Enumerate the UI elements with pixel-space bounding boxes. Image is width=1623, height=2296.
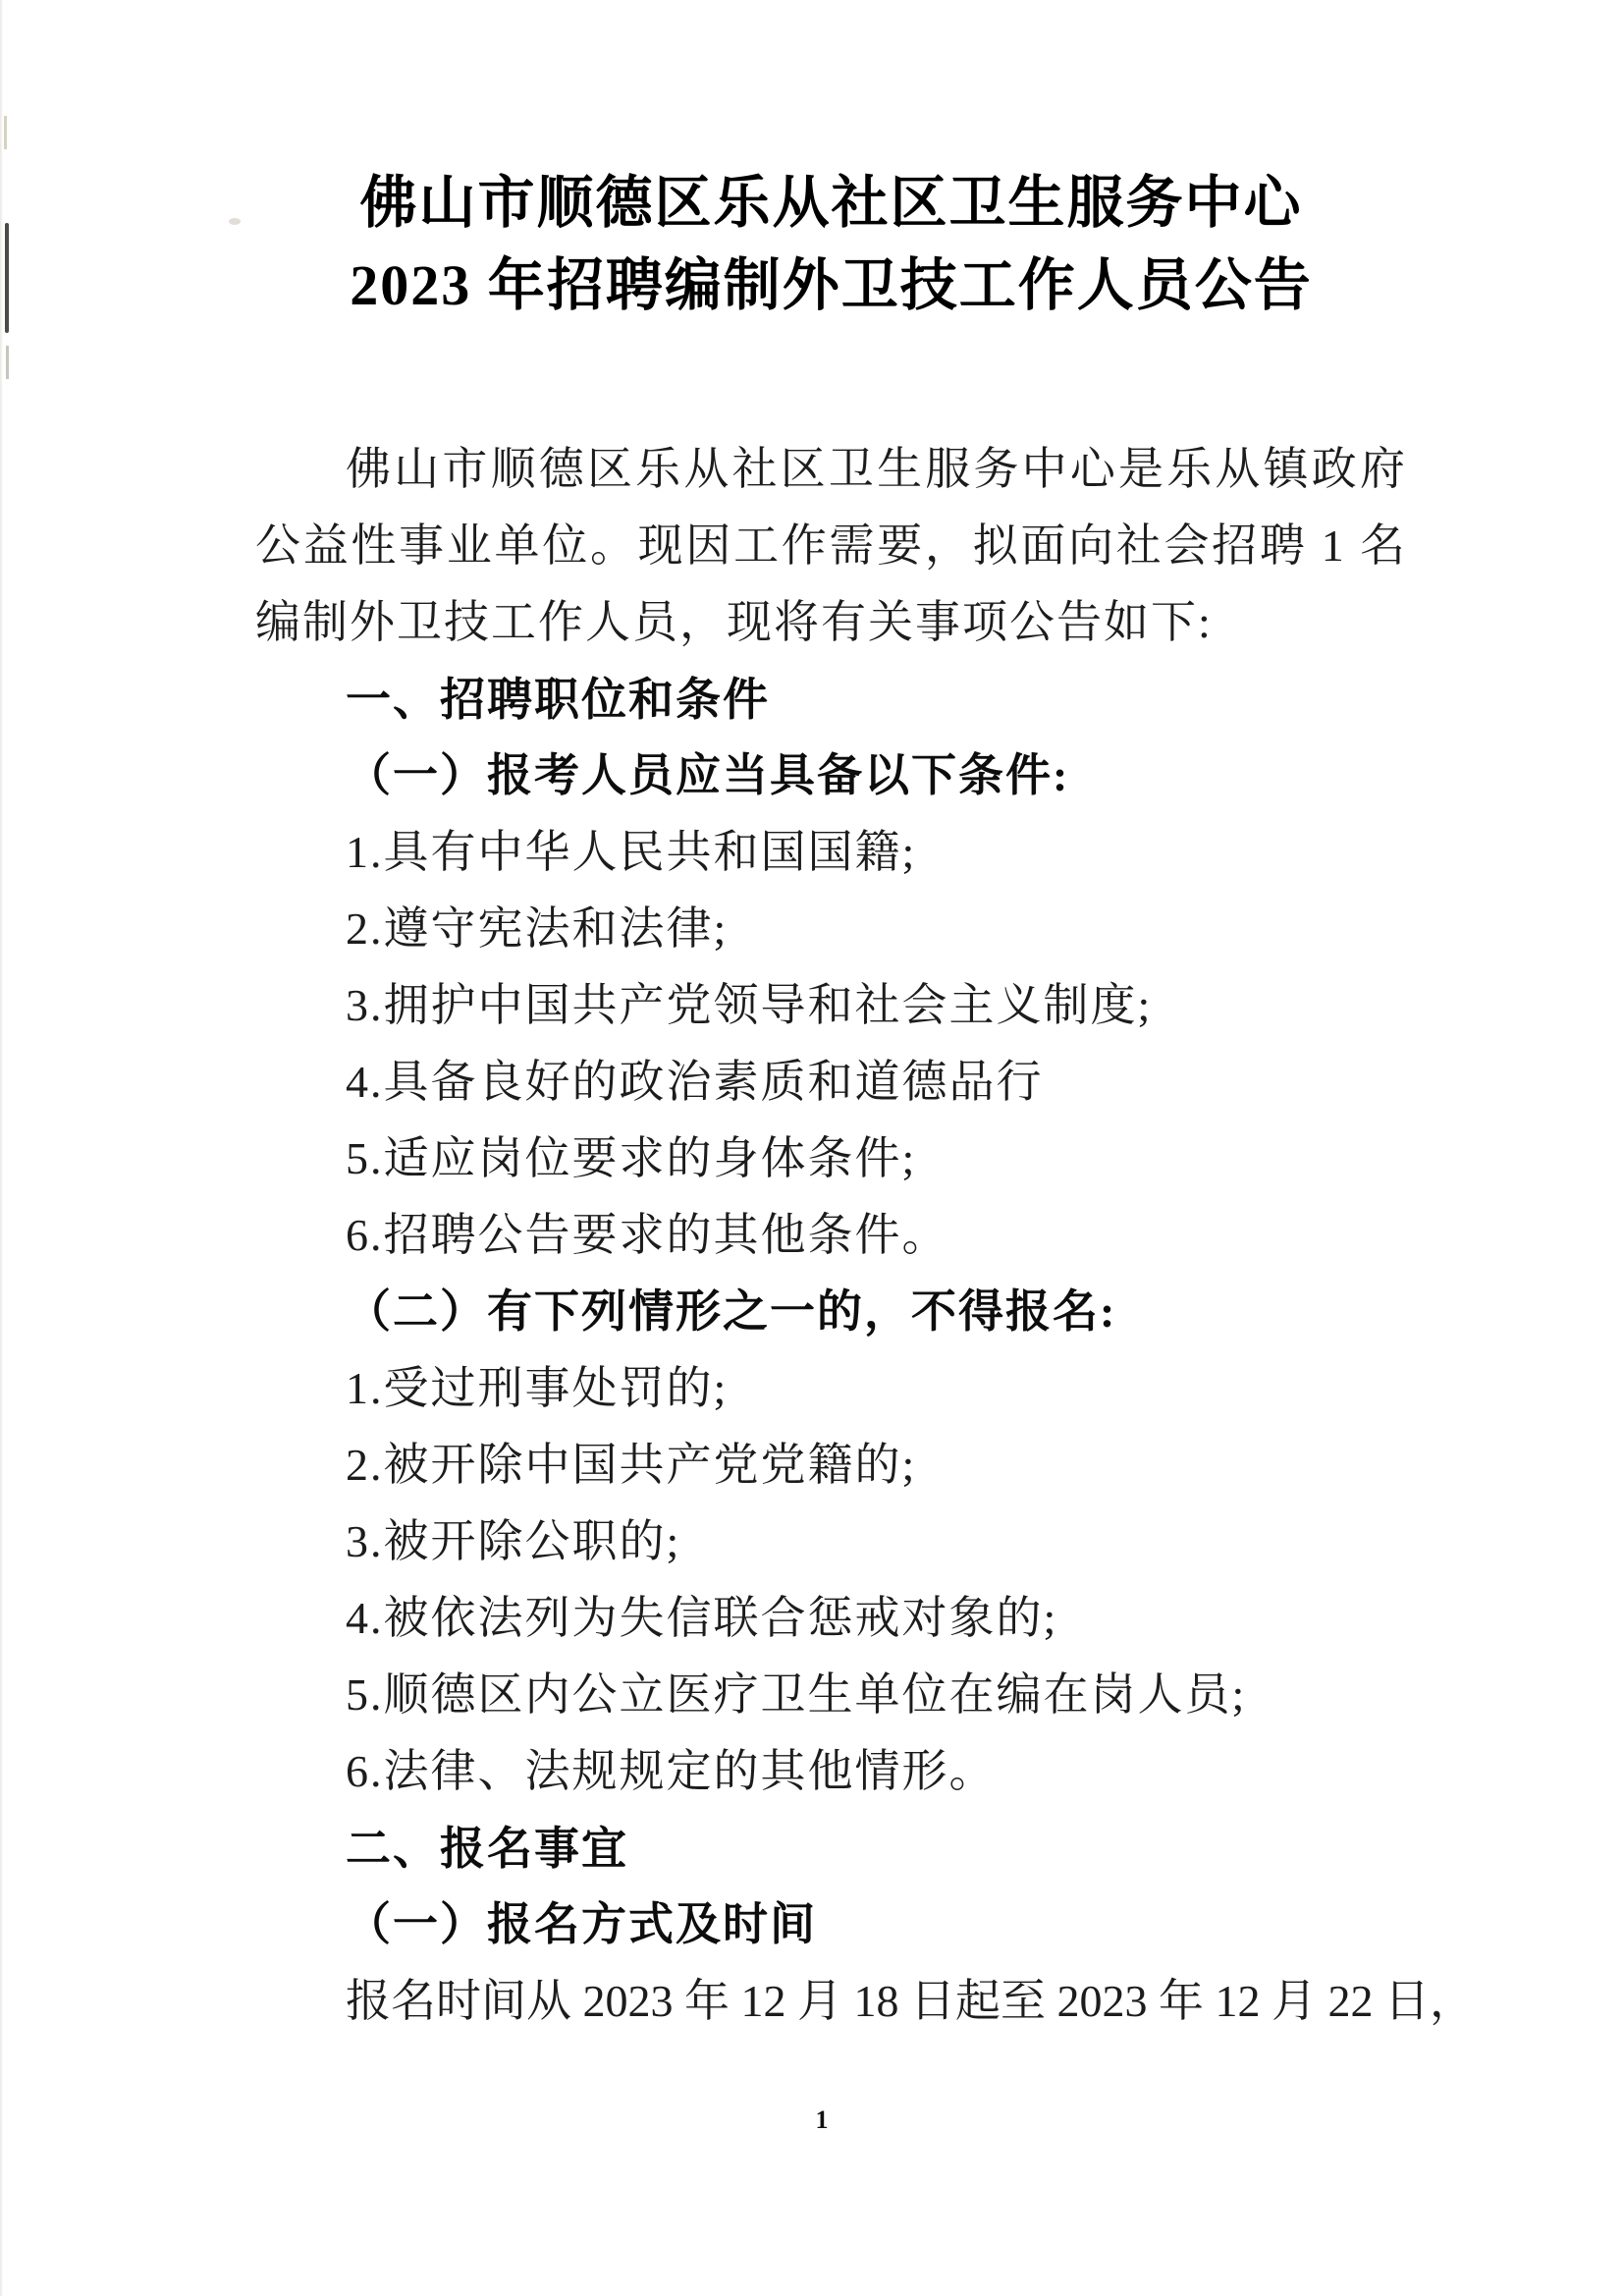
page-number: 1 (815, 2105, 829, 2134)
intro-paragraph: 佛山市顺德区乐从社区卫生服务中心是乐从镇政府公益性事业单位。现因工作需要，拟面向社会招聘 1 名编制外卫技工作人员，现将有关事项公告如下: (255, 444, 1407, 647)
exclusion-item-6: 6.法律、法规规定的其他情形。 (346, 1746, 997, 1796)
qualification-item-4: 4.具备良好的政治素质和道德品行 (346, 1057, 1044, 1107)
qualification-item-5: 5.适应岗位要求的身体条件; (346, 1133, 917, 1183)
document-title (255, 0, 1407, 327)
closing-paragraph: 报名时间从 2023 年 12 月 18 日起至 2023 年 12 月 22 日， (346, 1976, 1475, 2026)
scan-smudge-dot (229, 218, 241, 225)
qualification-item-1: 1.具有中华人民共和国国籍; (346, 827, 917, 877)
subsection-heading-1-1: （一）报考人员应当具备以下条件: (346, 750, 1070, 800)
section-heading-2: 二、报名事宜 (346, 1823, 628, 1874)
scan-artifact-dark-streak (5, 223, 9, 333)
section-heading-1: 一、招聘职位和条件 (346, 674, 770, 725)
exclusion-item-4: 4.被依法列为失信联合惩戒对象的; (346, 1593, 1058, 1643)
document-content (255, 0, 1475, 2040)
exclusion-item-5: 5.顺德区内公立医疗卫生单位在编在岗人员; (346, 1669, 1247, 1720)
qualification-item-3: 3.拥护中国共产党领导和社会主义制度; (346, 980, 1153, 1030)
qualification-item-2: 2.遵守宪法和法律; (346, 903, 729, 954)
scan-artifact-light-streak (4, 116, 7, 149)
exclusion-item-3: 3.被开除公职的; (346, 1516, 681, 1566)
scan-artifact-faint-streak (6, 346, 9, 379)
exclusion-item-1: 1.受过刑事处罚的; (346, 1363, 729, 1413)
title-line-2: 2023 年招聘编制外卫技工作人员公告 (350, 253, 1313, 317)
qualification-item-6: 6.招聘公告要求的其他条件。 (346, 1210, 949, 1260)
subsection-heading-2-1: （一）报名方式及时间 (346, 1899, 817, 1949)
exclusion-item-2: 2.被开除中国共产党党籍的; (346, 1440, 917, 1490)
scan-edge-shadow (0, 0, 3, 2296)
subsection-heading-1-2: （二）有下列情形之一的，不得报名: (346, 1286, 1117, 1337)
document-body (255, 431, 1475, 2040)
title-line-1: 佛山市顺德区乐从社区卫生服务中心 (359, 171, 1303, 235)
